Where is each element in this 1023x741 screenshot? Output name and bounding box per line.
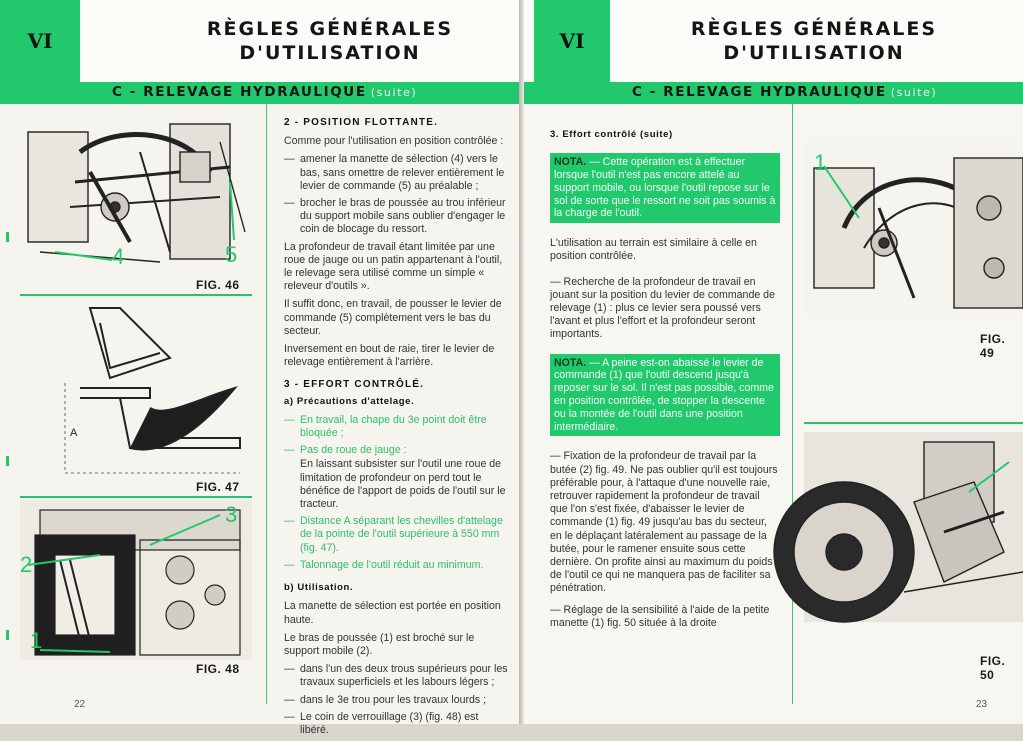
figure-46: [20, 112, 252, 272]
page-title: [140, 17, 520, 65]
note-label: NOTA.: [554, 156, 587, 169]
note-label: NOTA.: [554, 356, 587, 369]
page-number: 23: [976, 699, 988, 710]
paragraph: L'utilisation au terrain est similaire à celle en position contrôlée.: [550, 237, 757, 263]
note-box: [550, 153, 780, 223]
chapter-tab: VI: [534, 0, 610, 82]
callout-4: 4: [112, 244, 125, 269]
paragraph: — Fixation de la profondeur de travail par la butée (2) fig. 49. Ne pas oublier qu'il est toujours préférable pour, à l'attaque d'une nouvelle raie, retrouver rapidement la profondeur de travail que l'on s'est fixée, d'abaisser le levier de commande (1) fig. 49 jusqu'au bas du secteur, en le déplaçant latéralement au passage de la butée, pour le ramener ensuite sous cette dernière. On profite ainsi au maximum du poids de l'outil ce qui ne manquera pas de faciliter sa pénétration.: [550, 450, 778, 595]
section-2-heading: 2 - POSITION FLOTTANTE.: [284, 117, 439, 128]
list-item: — dans le 3e trou pour les travaux lourds ;: [284, 693, 487, 706]
list-item: — Distance A séparant les chevilles d'attelage de la pointe de l'outil supérieure à 550 mm (fig. 47).: [284, 515, 503, 554]
paragraph: — Recherche de la profondeur de travail en jouant sur la position du levier de commande de relevage (1) : plus ce levier sera poussé vers l'avant et plus l'effort et la profondeur seront importants.: [550, 275, 775, 341]
support-mobile-illustration: [20, 500, 252, 660]
left-text-column: [284, 116, 508, 741]
list-item: — Le coin de verrouillage (3) (fig. 48) est libéré.: [284, 710, 479, 736]
tractor-hitch-illustration: [20, 112, 252, 272]
list-item: — dans l'un des deux trous supérieurs pour les travaux superficiels et les labours légers ;: [284, 663, 508, 689]
paragraph: Inversement en bout de raie, tirer le levier de relevage entièrement à l'arrière.: [284, 343, 495, 369]
margin-tick: [6, 630, 9, 640]
section-bar: [524, 82, 1023, 104]
list-item: — amener la manette de sélection (4) vers le bas, sans omettre de relever entièrement le levier de commande (5) au préalable ;: [284, 153, 505, 192]
divider: [20, 496, 252, 498]
list-item: En laissant subsister sur l'outil une roue de limitation de profondeur on perd tout le bénéfice de l'apport de poids de l'outil sur le tracteur.: [300, 458, 506, 511]
left-header: [0, 0, 519, 82]
page-title: [634, 17, 994, 65]
divider: [804, 422, 1023, 424]
section-bar-suite: (suite): [890, 86, 938, 99]
column-divider: [266, 104, 267, 704]
paragraph: Il suffit donc, en travail, de pousser le levier de commande (5) complètement vers le bas du secteur.: [284, 298, 502, 337]
right-page: [524, 0, 1023, 724]
note-text: — A peine est-on abaissé le levier de commande (1) que l'outil descend jusqu'à reposer sur le sol. Il n'est pas possible, comme en position contrôlée, de stopper la descente ou la montée de l'outil dans une position intermédiaire.: [554, 356, 774, 433]
figure-48-caption: FIG. 48: [196, 662, 240, 676]
section-3b-heading: b) Utilisation.: [284, 582, 354, 594]
figure-49: [804, 138, 1023, 318]
page-title-line1: RÈGLES GÉNÉRALES: [690, 18, 938, 40]
figure-47: [50, 298, 250, 478]
distance-a-label: A: [70, 427, 78, 439]
figure-48: [20, 500, 252, 660]
callout-1: 1: [30, 628, 43, 653]
section-bar: [0, 82, 519, 104]
right-text-column: [550, 128, 780, 635]
section-bar-suite: (suite): [370, 86, 418, 99]
page-title-line1: RÈGLES GÉNÉRALES: [206, 18, 454, 40]
list-item: — Talonnage de l'outil réduit au minimum.: [284, 558, 484, 571]
section-3-heading: 3 - EFFORT CONTRÔLÉ.: [284, 379, 425, 391]
lever-sector-illustration: [804, 138, 1023, 318]
column-divider: [792, 104, 793, 704]
page-number: 22: [74, 699, 86, 710]
figure-50: [804, 432, 1023, 622]
paragraph: Le bras de poussée (1) est broché sur le support mobile (2).: [284, 631, 475, 657]
section-bar-label: C - RELEVAGE HYDRAULIQUE: [632, 84, 887, 100]
callout-5: 5: [225, 242, 238, 267]
section-bar-label: C - RELEVAGE HYDRAULIQUE: [112, 84, 367, 100]
divider: [20, 294, 252, 296]
note-box: [550, 354, 780, 437]
callout-3: 3: [225, 502, 238, 527]
list-item: — brocher le bras de poussée au trou inférieur du support mobile sans oublier d'engager le coin de blocage du ressort.: [284, 197, 506, 236]
figure-46-caption: FIG. 46: [196, 278, 240, 292]
note-text: — Cette opération est à effectuer lorsque l'outil n'est pas encore attelé au support mobile, ou lorsque l'outil repose sur le sol de sorte que le ressort ne soit pas soumis à la charge de l'outil.: [554, 156, 776, 220]
figure-49-caption: FIG. 49: [980, 332, 1006, 360]
chapter-tab: VI: [0, 0, 80, 82]
figure-50-caption: FIG. 50: [980, 654, 1006, 682]
paragraph: La profondeur de travail étant limitée par une roue de jauge ou un patin appartenant à l'outil, le relevage sera utilisé comme un simple « releveur d'outils ».: [284, 240, 503, 293]
section-2-intro: Comme pour l'utilisation en position contrôlée :: [284, 135, 504, 148]
list-item: — En travail, la chape du 3e point doit être bloquée ;: [284, 413, 487, 440]
list-item: — Pas de roue de jauge :: [284, 444, 407, 457]
margin-tick: [6, 456, 9, 466]
paragraph: — Réglage de la sensibilité à l'aide de la petite manette (1) fig. 50 située à la droite: [550, 603, 770, 629]
margin-tick: [6, 232, 9, 242]
paragraph: La manette de sélection est portée en position haute.: [284, 600, 501, 626]
right-header: [524, 0, 1023, 82]
section-3a-heading: a) Précautions d'attelage.: [284, 395, 415, 407]
callout-1: 1: [814, 150, 827, 175]
page-title-line2: D'UTILISATION: [239, 42, 421, 64]
figure-47-caption: FIG. 47: [196, 480, 240, 494]
sensitivity-lever-illustration: [804, 432, 1023, 622]
section-heading: 3. Effort contrôlé (suite): [550, 129, 673, 140]
plough-diagram: [50, 298, 250, 478]
page-title-line2: D'UTILISATION: [723, 42, 905, 64]
callout-2: 2: [20, 552, 33, 577]
